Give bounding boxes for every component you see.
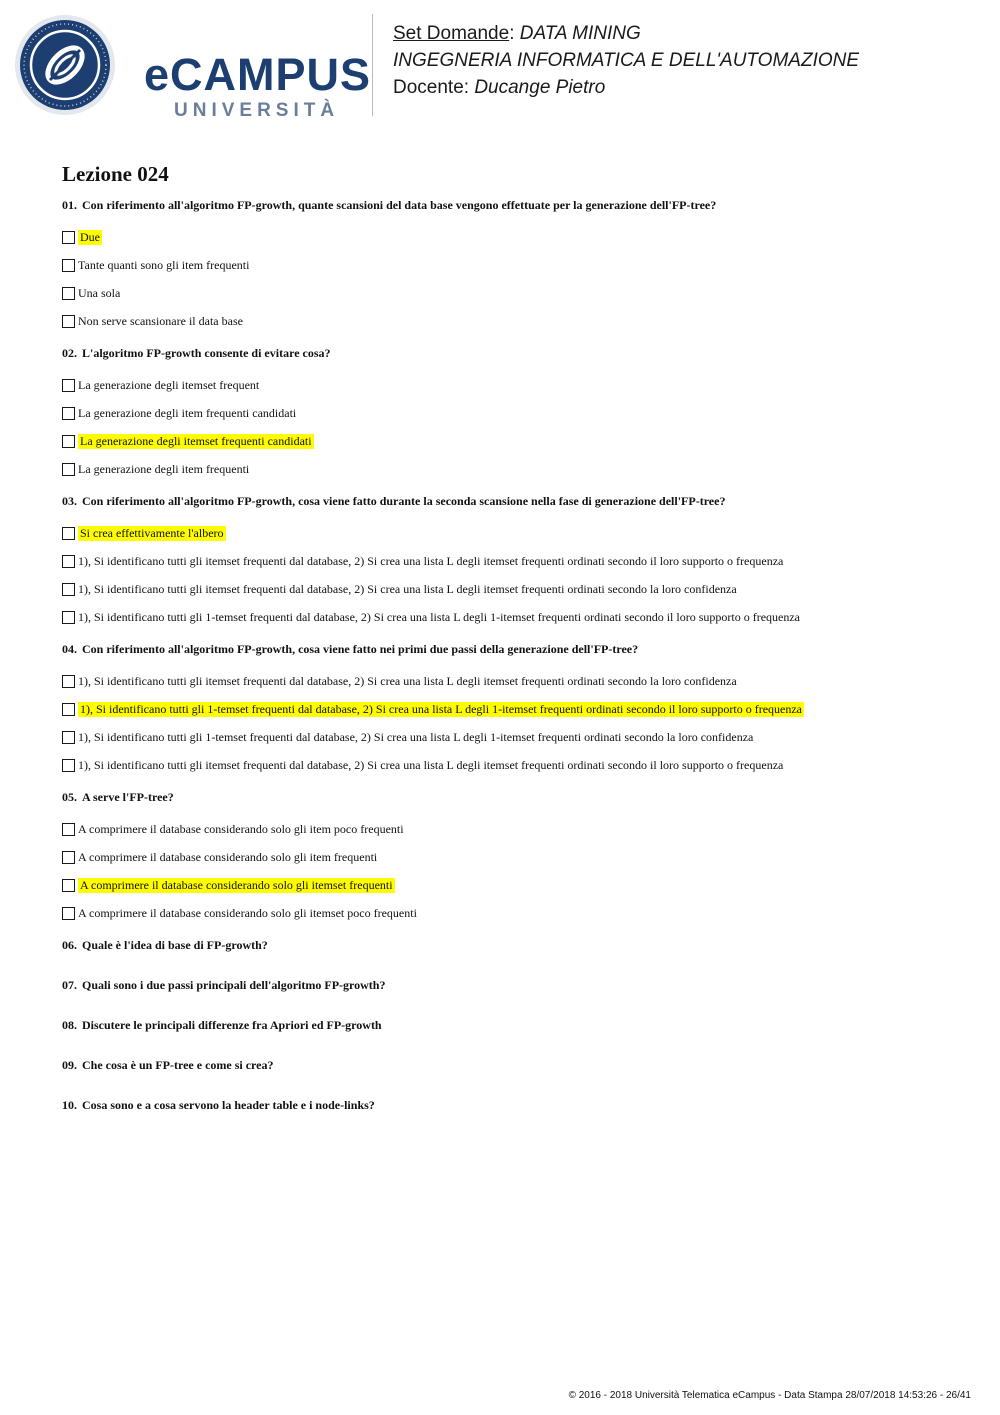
question-item: [62, 1056, 962, 1074]
set-separator: :: [509, 23, 515, 44]
question-number: 08.: [62, 1018, 77, 1032]
answer-option[interactable]: [62, 667, 962, 695]
question-number: 03.: [62, 494, 77, 508]
set-label: Set Domande: [393, 23, 510, 44]
header-subject-line: [393, 23, 859, 50]
answer-option[interactable]: [62, 575, 962, 603]
answer-option[interactable]: [62, 899, 962, 927]
question-item: [62, 976, 962, 994]
subject-name: DATA MINING: [519, 23, 641, 44]
question-number: 02.: [62, 346, 77, 360]
answer-label: 1), Si identificano tutti gli 1-temset frequenti dal database, 2) Si crea una lista L degli 1-itemset frequenti ordinati secondo la loro confidenza: [78, 729, 754, 744]
answer-checkbox[interactable]: [62, 759, 75, 772]
question-item: [62, 344, 962, 483]
course-name: INGEGNERIA INFORMATICA E DELL'AUTOMAZIONE: [393, 50, 860, 71]
answer-label-highlighted: 1), Si identificano tutti gli 1-temset frequenti dal database, 2) Si crea una lista L degli 1-itemset frequenti ordinati secondo il loro supporto o frequenza: [80, 701, 803, 716]
question-text: [62, 976, 962, 994]
question-number: 10.: [62, 1098, 77, 1112]
answer-checkbox[interactable]: [62, 527, 75, 540]
answer-checkbox[interactable]: [62, 435, 75, 448]
question-text: [62, 1056, 962, 1074]
question-item: [62, 492, 962, 631]
answer-option[interactable]: [62, 519, 962, 547]
answer-option[interactable]: [62, 723, 962, 751]
answer-label: La generazione degli item frequenti: [78, 461, 250, 476]
answer-label: La generazione degli itemset frequent: [78, 377, 260, 392]
answer-label: La generazione degli item frequenti candidati: [78, 405, 297, 420]
question-item: [62, 640, 962, 779]
answer-checkbox[interactable]: [62, 315, 75, 328]
question-item: [62, 936, 962, 954]
teacher-name: Ducange Pietro: [474, 77, 606, 98]
answer-label: 1), Si identificano tutti gli itemset frequenti dal database, 2) Si crea una lista L degli itemset frequenti ordinati secondo la loro confidenza: [78, 581, 737, 596]
question-number: 06.: [62, 938, 77, 952]
answer-option[interactable]: [62, 603, 962, 631]
answer-label-highlighted: La generazione degli itemset frequenti candidati: [80, 433, 312, 448]
answer-option[interactable]: [62, 815, 962, 843]
question-label: Con riferimento all'algoritmo FP-growth, quante scansioni del data base vengono effettuate per la generazione dell'FP-tree?: [82, 198, 717, 212]
answer-option[interactable]: [62, 251, 962, 279]
answer-option[interactable]: [62, 223, 962, 251]
question-label: Quale è l'idea di base di FP-growth?: [82, 938, 268, 952]
answer-option[interactable]: [62, 307, 962, 335]
question-text: [62, 1016, 962, 1034]
question-text: [62, 492, 962, 510]
page-footer: © 2016 - 2018 Università Telematica eCampus - Data Stampa 28/07/2018 14:53:26 - 26/41: [568, 1390, 971, 1401]
question-number: 04.: [62, 642, 77, 656]
ecampus-emblem-icon: [14, 14, 116, 116]
question-label: L'algoritmo FP-growth consente di evitare cosa?: [82, 346, 331, 360]
answer-checkbox[interactable]: [62, 823, 75, 836]
question-number: 01.: [62, 198, 77, 212]
question-text: [62, 196, 962, 214]
answer-label: A comprimere il database considerando solo gli item frequenti: [78, 849, 378, 864]
answer-option[interactable]: [62, 695, 962, 723]
question-item: [62, 1016, 962, 1034]
question-number: 09.: [62, 1058, 77, 1072]
question-text: [62, 344, 962, 362]
answer-label: Una sola: [78, 285, 121, 300]
answer-option[interactable]: [62, 843, 962, 871]
answer-checkbox[interactable]: [62, 259, 75, 272]
answer-option[interactable]: [62, 279, 962, 307]
answer-label: Non serve scansionare il data base: [78, 313, 243, 328]
answer-option[interactable]: [62, 547, 962, 575]
question-number: 05.: [62, 790, 77, 804]
answer-option[interactable]: [62, 751, 962, 779]
answer-checkbox[interactable]: [62, 731, 75, 744]
answer-label: A comprimere il database considerando solo gli item poco frequenti: [78, 821, 404, 836]
header-divider: [372, 14, 373, 116]
answer-checkbox[interactable]: [62, 287, 75, 300]
question-label: Con riferimento all'algoritmo FP-growth, cosa viene fatto durante la seconda scansione nella fase di generazione dell'FP-tree?: [82, 494, 726, 508]
question-text: [62, 640, 962, 658]
question-label: Cosa sono e a cosa servono la header table e i node-links?: [82, 1098, 375, 1112]
question-label: Quali sono i due passi principali dell'algoritmo FP-growth?: [82, 978, 386, 992]
answer-checkbox[interactable]: [62, 611, 75, 624]
ecampus-logo: [14, 14, 372, 121]
answer-checkbox[interactable]: [62, 463, 75, 476]
question-label: A serve l'FP-tree?: [82, 790, 174, 804]
brand-wordmark: eCAMPUS: [144, 49, 372, 100]
answer-checkbox[interactable]: [62, 583, 75, 596]
question-label: Con riferimento all'algoritmo FP-growth, cosa viene fatto nei primi due passi della generazione dell'FP-tree?: [82, 642, 639, 656]
answer-label: A comprimere il database considerando solo gli itemset poco frequenti: [78, 905, 417, 920]
question-item: [62, 196, 962, 335]
answer-label: 1), Si identificano tutti gli itemset frequenti dal database, 2) Si crea una lista L degli itemset frequenti ordinati secondo il loro supporto o frequenza: [78, 553, 784, 568]
answer-checkbox[interactable]: [62, 851, 75, 864]
answer-label-highlighted: Si crea effettivamente l'albero: [80, 525, 224, 540]
header-course-line: [393, 50, 859, 77]
answer-checkbox[interactable]: [62, 907, 75, 920]
answer-label: Tante quanti sono gli item frequenti: [78, 257, 250, 272]
brand-subtitle: UNIVERSITÀ: [174, 100, 340, 121]
question-text: [62, 788, 962, 806]
answer-label-highlighted: A comprimere il database considerando solo gli itemset frequenti: [80, 877, 393, 892]
question-label: Che cosa è un FP-tree e come si crea?: [82, 1058, 274, 1072]
answer-checkbox[interactable]: [62, 379, 75, 392]
answer-option[interactable]: [62, 371, 962, 399]
answer-option[interactable]: [62, 455, 962, 483]
answer-option[interactable]: [62, 871, 962, 899]
answer-option[interactable]: [62, 427, 962, 455]
lesson-title: Lezione 024: [62, 162, 169, 186]
answer-label-highlighted: Due: [80, 229, 100, 244]
question-item: [62, 788, 962, 927]
answer-label: 1), Si identificano tutti gli 1-temset frequenti dal database, 2) Si crea una lista L degli 1-itemset frequenti ordinati secondo il loro supporto o frequenza: [78, 609, 801, 624]
answer-option[interactable]: [62, 399, 962, 427]
question-label: Discutere le principali differenze fra Apriori ed FP-growth: [82, 1018, 382, 1032]
question-item: [62, 1096, 962, 1114]
question-text: [62, 936, 962, 954]
answer-checkbox[interactable]: [62, 703, 75, 716]
teacher-label: Docente:: [393, 77, 470, 98]
answer-label: 1), Si identificano tutti gli itemset frequenti dal database, 2) Si crea una lista L degli itemset frequenti ordinati secondo il loro supporto o frequenza: [78, 757, 784, 772]
answer-checkbox[interactable]: [62, 407, 75, 420]
header-teacher-line: [393, 77, 859, 104]
header-info: [393, 23, 859, 104]
answer-checkbox[interactable]: [62, 555, 75, 568]
answer-checkbox[interactable]: [62, 675, 75, 688]
question-text: [62, 1096, 962, 1114]
answer-checkbox[interactable]: [62, 231, 75, 244]
question-list: [62, 196, 962, 1136]
answer-checkbox[interactable]: [62, 879, 75, 892]
question-number: 07.: [62, 978, 77, 992]
answer-label: 1), Si identificano tutti gli itemset frequenti dal database, 2) Si crea una lista L degli itemset frequenti ordinati secondo la loro confidenza: [78, 673, 737, 688]
